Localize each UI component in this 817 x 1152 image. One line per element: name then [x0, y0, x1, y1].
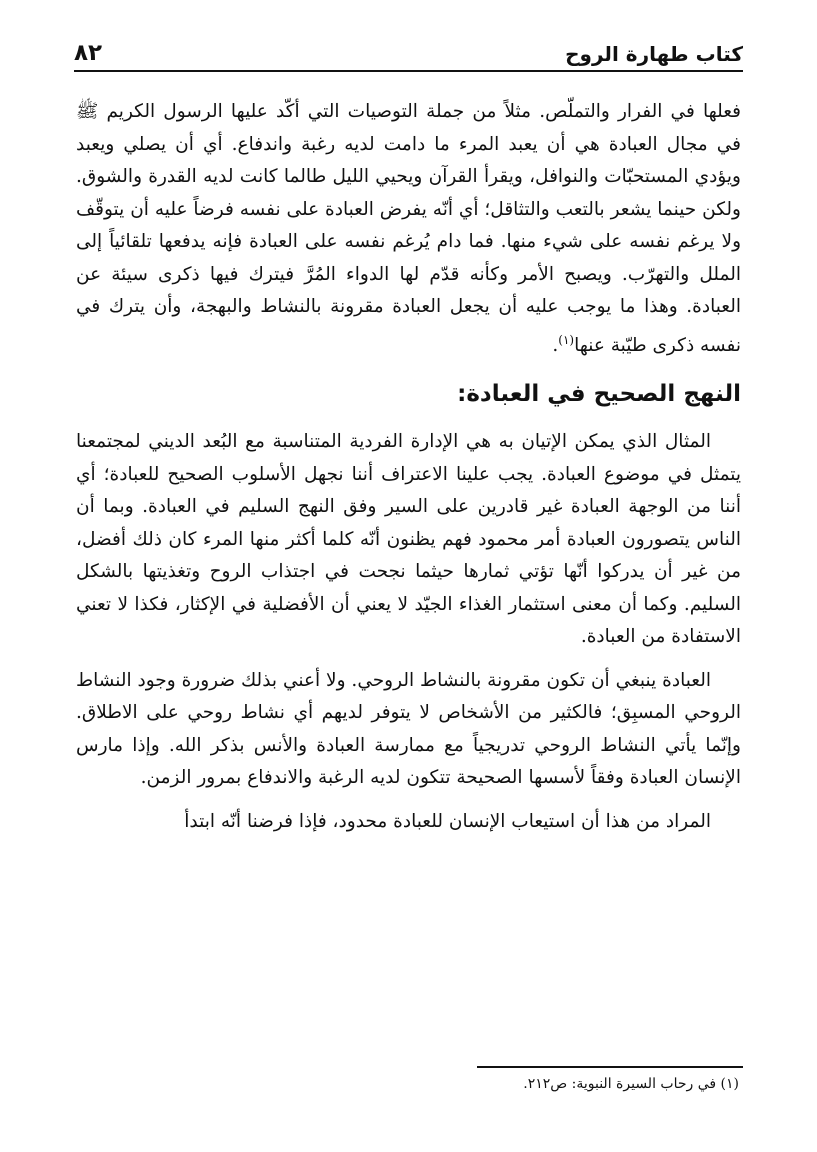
footnote-marker: (١): [558, 332, 575, 347]
header-rule: [74, 70, 743, 72]
paragraph-1-text: فعلها في الفرار والتملّص. مثلاً من جملة التوصيات التي أكّد عليها الرسول الكريم ﷺ في مجال العبادة هي أن يعبد المرء ما دامت لديه رغبة واندفاع. أي أن يصلي ويعبد ويؤدي المستحبّات والنوافل، ويقرأ القرآن ويحيي الليل طالما كانت لديه القدرة والشوق. ولكن حينما يشعر بالتعب والتثاقل؛ أي أنّه يفرض العبادة على نفسه فرضاً عليه أن يتوقّف ولا يرغم نفسه على شيء منها. فما دام يُرغم نفسه على العبادة فإنه يدفعها تلقائياً إلى الملل والتهرّب. ويصبح الأمر وكأنه قدّم لها الدواء المُرَّ فيترك فيها ذكرى سيئة عن العبادة. وهذا ما يوجب عليه أن يجعل العبادة مقرونة بالنشاط والبهجة، وأن يترك في نفسه ذكرى طيّبة عنها: [76, 101, 741, 356]
page-body: [76, 96, 741, 838]
footnote: (١) في رحاب السيرة النبوية: ص٢١٢.: [523, 1076, 739, 1092]
paragraph-4: المراد من هذا أن استيعاب الإنسان للعبادة محدود، فإذا فرضنا أنّه ابتدأ: [184, 810, 711, 832]
page-number: ٨٢: [74, 40, 103, 66]
section-heading: النهج الصحيح في العبادة:: [457, 381, 741, 408]
book-title: كتاب طهارة الروح: [565, 42, 743, 66]
paragraph-1-end: .: [552, 334, 559, 356]
paragraph-3: العبادة ينبغي أن تكون مقرونة بالنشاط الروحي. ولا أعني بذلك ضرورة وجود النشاط الروحي المسبِق؛ فالكثير من الأشخاص لا يتوفر لديهم أي نشاط روحي على الاطلاق. وإنّما يأتي النشاط الروحي تدريجياً مع ممارسة العبادة والأنس بذكر الله. وإذا مارس الإنسان العبادة وفقاً لأسسها الصحيحة تتكون لديه الرغبة والاندفاع بمرور الزمن.: [76, 669, 741, 789]
page-header: [74, 28, 743, 66]
footnote-rule: [477, 1066, 743, 1068]
paragraph-1: [76, 96, 741, 362]
paragraph-2: المثال الذي يمكن الإتيان به هي الإدارة الفردية المتناسبة مع البُعد الديني لمجتمعنا يتمثل في موضوع العبادة. يجب علينا الاعتراف أننا نجهل الأسلوب الصحيح للعبادة؛ أي أننا من الوجهة العبادة غير قادرين على السير وفق النهج السليم في العبادة. وبما أن الناس يتصورون العبادة أمر محمود فهم يظنون أنّه كلما أكثر منها المرء كان ذلك أفضل، من غير أن يدركوا أنّها تؤتي ثمارها حيثما نجحت في اجتذاب الروح وتغذيتها بالشكل السليم. وكما أن معنى استثمار الغذاء الجيّد لا يعني أن الأفضلية في الإكثار، فكذا لا تعني الاستفادة من العبادة.: [76, 431, 741, 648]
